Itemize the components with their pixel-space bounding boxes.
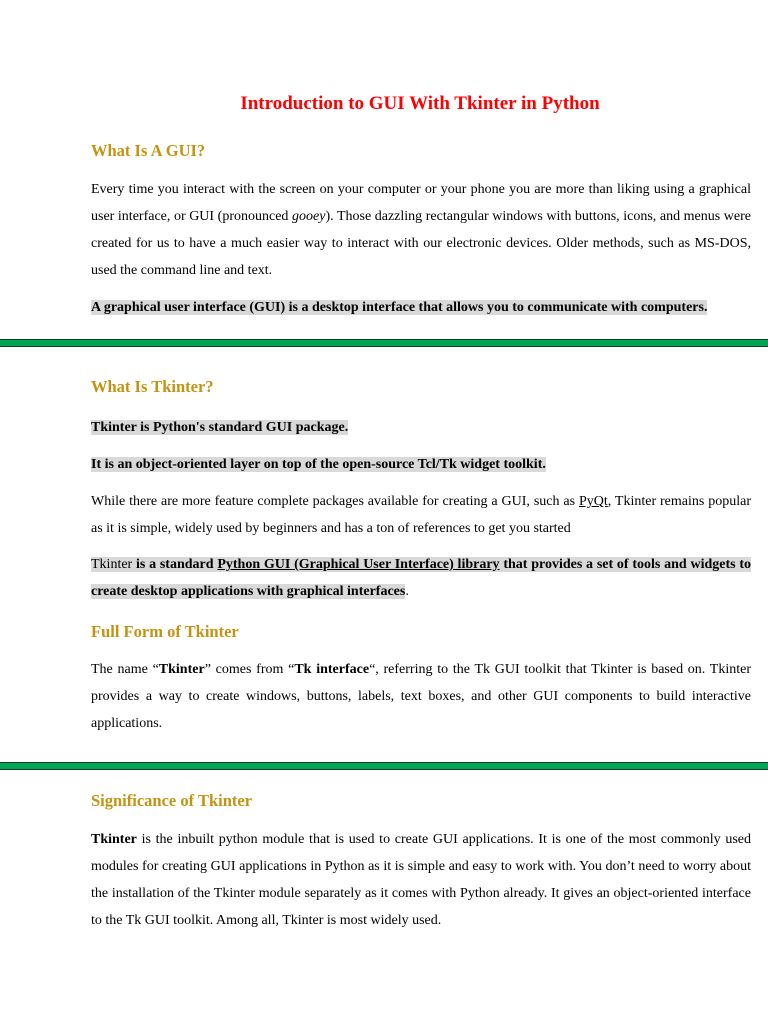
text-run: , Tkinter remains popular as it is simple, widely used by beginners and has a ton of references to get you started [91, 494, 751, 536]
paragraph-gui-definition [91, 294, 751, 321]
highlighted-text: Tkinter [91, 557, 133, 572]
paragraph-tkinter-standard [91, 414, 751, 441]
highlighted-text: It is an object-oriented layer on top of the open-source Tcl/Tk widget toolkit. [91, 457, 546, 472]
text-bold: Tkinter [91, 832, 137, 847]
highlighted-text: that provides a set of tools and widgets to create desktop applications with graphical interfaces [91, 557, 751, 599]
heading-what-is-tkinter: What Is Tkinter? [91, 377, 214, 396]
heading-full-form: Full Form of Tkinter [91, 622, 239, 641]
paragraph-significance [91, 826, 751, 934]
paragraph-tkinter-library [91, 551, 751, 605]
section-divider [0, 762, 768, 770]
highlighted-text: A graphical user interface (GUI) is a desktop interface that allows you to communicate with computers. [91, 300, 708, 315]
text-run: . [405, 584, 409, 599]
text-run: The name “ [91, 662, 159, 677]
section-divider [0, 339, 768, 347]
text-run: Every time you interact with the screen on your computer or your phone you are more than liking using a graphical user interface, or GUI (pronounced [91, 182, 751, 224]
document-title: Introduction to GUI With Tkinter in Python [240, 93, 600, 114]
heading-what-is-gui: What Is A GUI? [91, 141, 206, 160]
text-run: While there are more feature complete packages available for creating a GUI, such as [91, 494, 579, 509]
pyqt-link[interactable]: PyQt [578, 494, 608, 509]
text-run: ). Those dazzling rectangular windows with buttons, icons, and menus were created for us to have a much easier way to interact with our electronic devices. Older methods, such as MS-DOS, used the command line and text. [91, 209, 751, 278]
text-emphasis: gooey [292, 209, 326, 224]
highlighted-text: is a standard [132, 557, 218, 572]
text-bold: Tkinter [158, 662, 205, 677]
paragraph-gui-intro [91, 176, 751, 284]
paragraph-tkinter-layer [91, 451, 751, 478]
highlighted-text: Tkinter is Python's standard GUI package. [91, 420, 349, 435]
text-run: ” comes from “ [204, 662, 295, 677]
python-gui-library-link[interactable]: Python GUI (Graphical User Interface) library [217, 557, 500, 572]
heading-significance: Significance of Tkinter [91, 791, 253, 810]
paragraph-full-form [91, 656, 751, 737]
paragraph-tkinter-popular [91, 488, 751, 542]
text-run: is the inbuilt python module that is used to create GUI applications. It is one of the most commonly used modules for creating GUI applications in Python as it is simple and easy to work with. You don’t need to worry about the installation of the Tkinter module separately as it comes with Python already. It gives an object-oriented interface to the Tk GUI toolkit. Among all, Tkinter is most widely used. [91, 832, 751, 928]
text-run: “, referring to the Tk GUI toolkit that Tkinter is based on. Tkinter provides a way to create windows, buttons, labels, text boxes, and other GUI components to build interactive applications. [91, 662, 752, 731]
text-bold: Tk interface [294, 662, 370, 677]
